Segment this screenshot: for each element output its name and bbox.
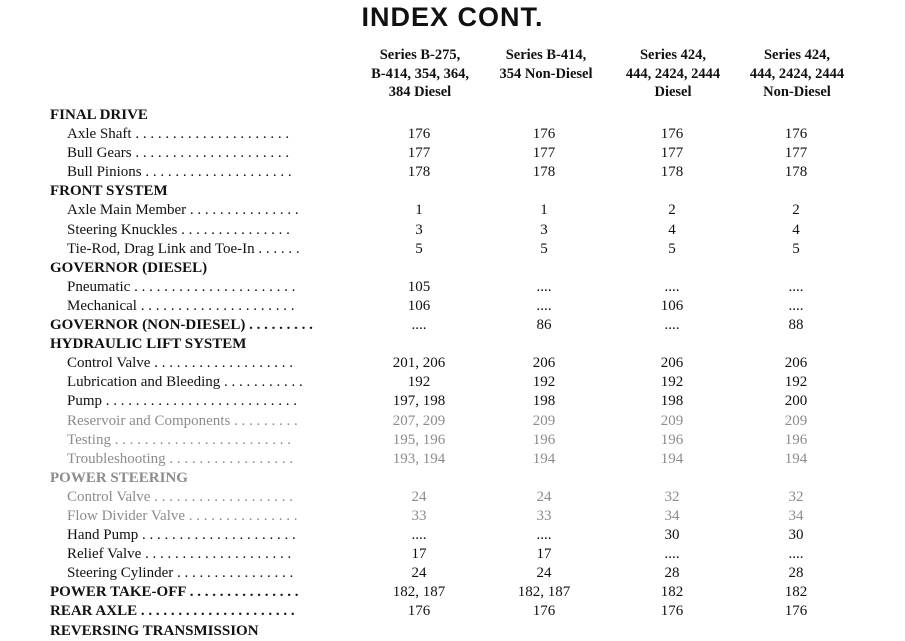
entry-label: Relief Valve . . . . . . . . . . . . . . . . . . . .	[67, 546, 292, 563]
index-row	[0, 450, 905, 469]
page-number-cell: 198	[532, 393, 556, 410]
page-number-cell: 176	[784, 603, 808, 620]
section-heading: GOVERNOR (NON-DIESEL) . . . . . . . . .	[50, 317, 313, 334]
page-number-cell: 197, 198	[392, 393, 446, 410]
index-row	[0, 545, 905, 564]
entry-label: Axle Main Member . . . . . . . . . . . . . . .	[67, 202, 299, 219]
column-header-b414-non-diesel	[484, 46, 608, 83]
page-number-cell: 30	[664, 527, 680, 544]
page-number-cell: 106	[407, 297, 431, 314]
page-number-cell: 24	[536, 565, 552, 582]
index-row	[0, 354, 905, 373]
page-number-cell: 33	[411, 507, 427, 524]
page-number-cell: 195, 196	[392, 431, 446, 448]
index-row	[0, 163, 905, 182]
index-row	[0, 602, 905, 621]
page-number-cell: 176	[407, 603, 431, 620]
index-row	[0, 622, 905, 641]
index-row	[0, 221, 905, 240]
page-number-cell: 206	[660, 355, 684, 372]
page-number-cell: 32	[788, 488, 804, 505]
page-number-cell: 182, 187	[392, 584, 446, 601]
index-row	[0, 240, 905, 259]
column-header-line: 444, 2424, 2444	[625, 65, 721, 82]
index-row	[0, 297, 905, 316]
section-heading: HYDRAULIC LIFT SYSTEM	[50, 336, 247, 353]
index-row	[0, 526, 905, 545]
page-number-cell: 196	[660, 431, 684, 448]
index-row	[0, 259, 905, 278]
page-number-cell: 32	[664, 488, 680, 505]
index-table	[0, 106, 905, 641]
section-heading: REVERSING TRANSMISSION	[50, 622, 259, 639]
page-number-cell: 177	[407, 145, 431, 162]
page-title	[0, 2, 905, 33]
page-number-cell: 182, 187	[517, 584, 571, 601]
index-row	[0, 507, 905, 526]
page-number-cell: 5	[540, 240, 548, 257]
entry-label: Steering Cylinder . . . . . . . . . . . . . . . .	[67, 565, 294, 582]
page-number-cell: 3	[415, 221, 423, 238]
page-number-cell: ....	[411, 317, 427, 334]
page-number-cell: ....	[536, 297, 552, 314]
page-number-cell: 17	[536, 546, 552, 563]
page-number-cell: 182	[660, 584, 684, 601]
column-header-line: 354 Non-Diesel	[499, 65, 593, 82]
index-row	[0, 564, 905, 583]
section-heading: FRONT SYSTEM	[50, 183, 168, 200]
page-number-cell: 178	[660, 164, 684, 181]
page-number-cell: 17	[411, 546, 427, 563]
page-number-cell: ....	[411, 527, 427, 544]
page-number-cell: 5	[792, 240, 800, 257]
column-header-b275-diesel	[355, 46, 485, 102]
page-number-cell: 28	[664, 565, 680, 582]
page-number-cell: ....	[788, 546, 804, 563]
page-number-cell: 24	[536, 488, 552, 505]
page-number-cell: 88	[788, 317, 804, 334]
column-header-line: Series B-275,	[379, 47, 461, 63]
entry-label: Steering Knuckles . . . . . . . . . . . . . . .	[67, 221, 290, 238]
page-number-cell: 176	[532, 126, 556, 143]
page-number-cell: 176	[407, 126, 431, 143]
page-number-cell: 206	[532, 355, 556, 372]
index-row	[0, 335, 905, 354]
page-number-cell: 28	[788, 565, 804, 582]
page-number-cell: ....	[664, 278, 680, 295]
page-number-cell: 24	[411, 565, 427, 582]
page-number-cell: 178	[532, 164, 556, 181]
column-header-line: Series 424,	[639, 47, 707, 63]
page-number-cell: 194	[660, 450, 684, 467]
page-number-cell: 192	[407, 374, 431, 391]
page-number-cell: 209	[784, 412, 808, 429]
entry-label: Flow Divider Valve . . . . . . . . . . . . . . .	[67, 507, 298, 524]
page-number-cell: 176	[784, 126, 808, 143]
page-number-cell: 3	[540, 221, 548, 238]
page-number-cell: 106	[660, 297, 684, 314]
page-number-cell: 176	[660, 603, 684, 620]
index-row	[0, 583, 905, 602]
section-heading: POWER TAKE-OFF . . . . . . . . . . . . . . .	[50, 584, 299, 601]
page-number-cell: 1	[540, 202, 548, 219]
section-heading: POWER STEERING	[50, 469, 188, 486]
page-number-cell: 177	[532, 145, 556, 162]
page-number-cell: 200	[784, 393, 808, 410]
column-header-line: 444, 2424, 2444	[749, 65, 845, 82]
page-number-cell: 194	[784, 450, 808, 467]
column-header-line: 384 Diesel	[388, 84, 452, 100]
index-row	[0, 125, 905, 144]
page-number-cell: 2	[668, 202, 676, 219]
page-number-cell: 209	[532, 412, 556, 429]
page-number-cell: 34	[664, 507, 680, 524]
index-row	[0, 488, 905, 507]
section-heading: GOVERNOR (DIESEL)	[50, 259, 208, 276]
entry-label: Control Valve . . . . . . . . . . . . . . . . . . .	[67, 488, 293, 505]
page-number-cell: ....	[664, 546, 680, 563]
page-number-cell: 194	[532, 450, 556, 467]
column-header-line: Series B-414,	[505, 47, 587, 63]
page-number-cell: 1	[415, 202, 423, 219]
page-number-cell: 24	[411, 488, 427, 505]
page-number-cell: 178	[784, 164, 808, 181]
page-number-cell: 196	[784, 431, 808, 448]
page-number-cell: 2	[792, 202, 800, 219]
entry-label: Mechanical . . . . . . . . . . . . . . . . . . . . .	[67, 297, 295, 314]
page-number-cell: 177	[660, 145, 684, 162]
page-title-text: INDEX CONT.	[361, 2, 544, 32]
index-row	[0, 431, 905, 450]
entry-label: Bull Gears . . . . . . . . . . . . . . . . . . . . .	[67, 145, 290, 162]
entry-label: Control Valve . . . . . . . . . . . . . . . . . . .	[67, 355, 293, 372]
page-number-cell: 86	[536, 317, 552, 334]
entry-label: Pneumatic . . . . . . . . . . . . . . . . . . . . . .	[67, 278, 296, 295]
page-number-cell: 176	[660, 126, 684, 143]
page-number-cell: ....	[536, 527, 552, 544]
entry-label: Reservoir and Components . . . . . . . . .	[67, 412, 298, 429]
page-number-cell: 201, 206	[392, 355, 446, 372]
section-heading: REAR AXLE . . . . . . . . . . . . . . . . . . . . .	[50, 603, 295, 620]
index-row	[0, 278, 905, 297]
page-number-cell: 4	[668, 221, 676, 238]
page-number-cell: 182	[784, 584, 808, 601]
page-number-cell: ....	[788, 278, 804, 295]
index-row	[0, 106, 905, 125]
page-number-cell: 5	[415, 240, 423, 257]
column-header-line: Series 424,	[763, 47, 831, 63]
page-number-cell: 4	[792, 221, 800, 238]
page-number-cell: 178	[407, 164, 431, 181]
page-number-cell: 193, 194	[392, 450, 446, 467]
column-header-424-non-diesel	[736, 46, 858, 102]
column-header-424-diesel	[612, 46, 734, 102]
page-number-cell: 192	[784, 374, 808, 391]
entry-label: Hand Pump . . . . . . . . . . . . . . . . . . . . .	[67, 527, 296, 544]
column-header-line: Diesel	[654, 84, 692, 100]
column-header-line: Non-Diesel	[763, 84, 831, 100]
page-number-cell: 177	[784, 145, 808, 162]
page-number-cell: 209	[660, 412, 684, 429]
page-number-cell: 196	[532, 431, 556, 448]
index-row	[0, 201, 905, 220]
section-heading: FINAL DRIVE	[50, 107, 148, 123]
column-header-line: B-414, 354, 364,	[371, 65, 469, 82]
page-number-cell: 176	[532, 603, 556, 620]
page-number-cell: 198	[660, 393, 684, 410]
index-row	[0, 392, 905, 411]
entry-label: Testing . . . . . . . . . . . . . . . . . . . . . . . .	[67, 431, 291, 448]
index-row	[0, 412, 905, 431]
entry-label: Axle Shaft . . . . . . . . . . . . . . . . . . . . .	[67, 126, 290, 143]
page-number-cell: 5	[668, 240, 676, 257]
entry-label: Lubrication and Bleeding . . . . . . . . . . .	[67, 374, 303, 391]
entry-label: Tie-Rod, Drag Link and Toe-In . . . . . .	[67, 240, 300, 257]
index-row	[0, 182, 905, 201]
index-row	[0, 316, 905, 335]
page-number-cell: 192	[532, 374, 556, 391]
entry-label: Troubleshooting . . . . . . . . . . . . . . . . .	[67, 450, 294, 467]
page-number-cell: 105	[407, 278, 431, 295]
entry-label: Bull Pinions . . . . . . . . . . . . . . . . . . . .	[67, 164, 292, 181]
page-number-cell: ....	[788, 297, 804, 314]
page-number-cell: 207, 209	[392, 412, 446, 429]
page-number-cell: ....	[664, 317, 680, 334]
page-number-cell: 206	[784, 355, 808, 372]
entry-label: Pump . . . . . . . . . . . . . . . . . . . . . . . . . .	[67, 393, 298, 410]
index-row	[0, 469, 905, 488]
page-number-cell: 30	[788, 527, 804, 544]
page-number-cell: 192	[660, 374, 684, 391]
page-number-cell: ....	[536, 278, 552, 295]
index-row	[0, 144, 905, 163]
index-row	[0, 373, 905, 392]
page-number-cell: 34	[788, 507, 804, 524]
page-number-cell: 33	[536, 507, 552, 524]
